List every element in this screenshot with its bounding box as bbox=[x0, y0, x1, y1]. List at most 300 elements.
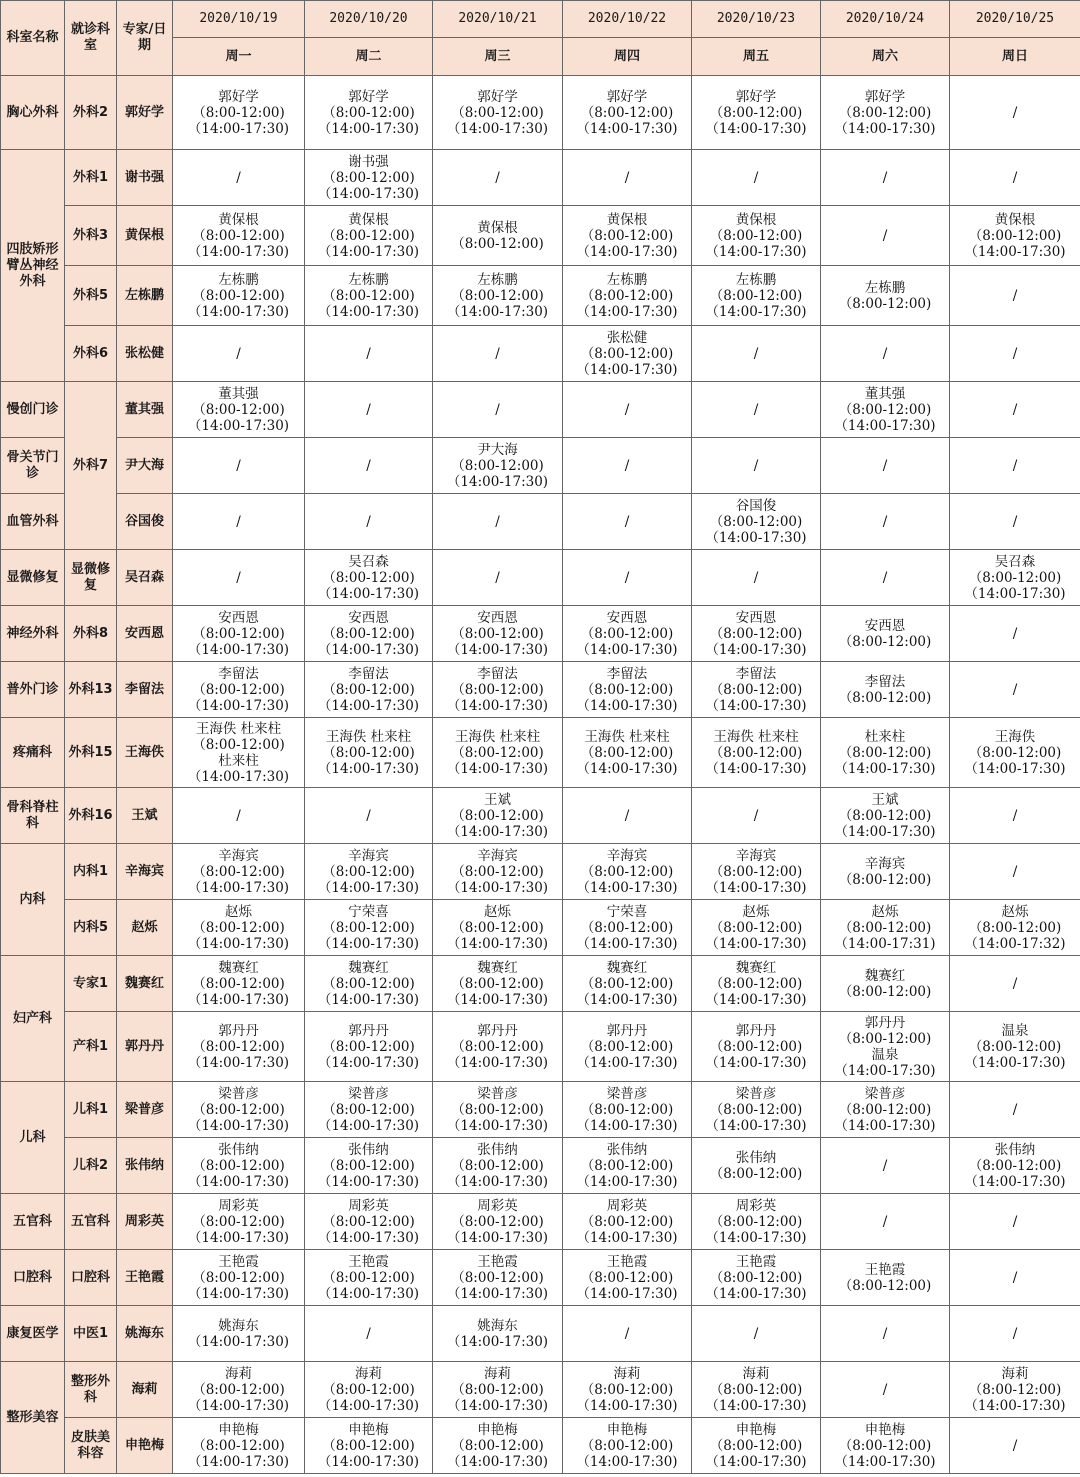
schedule-line: 王斌 bbox=[484, 791, 511, 808]
date-header: 2020/10/20 bbox=[305, 1, 433, 38]
schedule-line: 王海佚 杜来柱 bbox=[584, 728, 670, 745]
weekday-header: 周四 bbox=[563, 38, 692, 76]
schedule-line: （14:00-17:30) bbox=[576, 120, 678, 137]
schedule-line: （14:00-17:30) bbox=[187, 1117, 290, 1134]
schedule-line: （14:00-17:30) bbox=[834, 1062, 936, 1079]
schedule-cell bbox=[821, 718, 950, 788]
clinic-cell: 中医1 bbox=[65, 1306, 117, 1362]
dept-cell: 显微修复 bbox=[1, 550, 65, 606]
schedule-line: （8:00-12:00) bbox=[451, 863, 544, 880]
schedule-line: （8:00-12:00) bbox=[838, 1101, 932, 1118]
schedule-line: （14:00-17:30) bbox=[834, 120, 936, 137]
schedule-line: （14:00-17:30) bbox=[705, 935, 807, 952]
schedule-line: （8:00-12:00) bbox=[709, 1269, 803, 1286]
schedule-line: 姚海东 bbox=[218, 1317, 259, 1334]
schedule-line: / bbox=[624, 513, 630, 530]
schedule-cell bbox=[692, 1362, 821, 1418]
schedule-line: （8:00-12:00) bbox=[968, 1381, 1062, 1398]
schedule-line: （14:00-17:30) bbox=[187, 1229, 290, 1246]
schedule-line: 赵烁 bbox=[871, 903, 899, 920]
schedule-cell bbox=[433, 1138, 563, 1194]
weekday-header: 周三 bbox=[433, 38, 563, 76]
schedule-line: （8:00-12:00) bbox=[322, 919, 415, 936]
schedule-line: （8:00-12:00) bbox=[709, 625, 803, 642]
schedule-line: （8:00-12:00) bbox=[968, 569, 1062, 586]
schedule-cell bbox=[821, 1306, 950, 1362]
schedule-line: （14:00-17:30) bbox=[705, 1453, 807, 1470]
schedule-line: 郭好学 bbox=[864, 88, 906, 105]
schedule-cell bbox=[563, 1418, 692, 1474]
doctor-cell: 郭丹丹 bbox=[117, 1012, 173, 1082]
schedule-cell bbox=[692, 1306, 821, 1362]
schedule-line: （14:00-17:30) bbox=[187, 1173, 290, 1190]
table-row bbox=[1, 900, 1080, 956]
schedule-line: （8:00-12:00) bbox=[580, 681, 674, 698]
schedule-cell bbox=[821, 662, 950, 718]
schedule-cell bbox=[173, 900, 305, 956]
clinic-cell: 外科8 bbox=[65, 606, 117, 662]
schedule-line: 王海佚 杜来柱 bbox=[713, 728, 799, 745]
schedule-line: （8:00-12:00) bbox=[322, 1213, 415, 1230]
schedule-cell bbox=[821, 900, 950, 956]
schedule-line: 李留法 bbox=[735, 665, 777, 682]
schedule-line: （14:00-17:30) bbox=[705, 243, 807, 260]
doctor-cell: 安西恩 bbox=[117, 606, 173, 662]
dept-cell: 胸心外科 bbox=[1, 76, 65, 150]
date-header: 2020/10/22 bbox=[563, 1, 692, 38]
schedule-line: （8:00-12:00) bbox=[192, 919, 285, 936]
schedule-cell bbox=[433, 266, 563, 326]
schedule-cell bbox=[821, 150, 950, 206]
schedule-line: / bbox=[1012, 457, 1018, 474]
schedule-cell bbox=[305, 1082, 433, 1138]
schedule-cell bbox=[563, 1194, 692, 1250]
schedule-line: 杜来柱 bbox=[218, 752, 259, 769]
schedule-cell bbox=[433, 662, 563, 718]
schedule-line: （8:00-12:00) bbox=[451, 1381, 544, 1398]
schedule-line: （8:00-12:00) bbox=[968, 1038, 1062, 1055]
schedule-line: （8:00-12:00) bbox=[451, 625, 544, 642]
schedule-line: （8:00-12:00) bbox=[580, 227, 674, 244]
schedule-line: / bbox=[495, 169, 500, 186]
schedule-line: 左栋鹏 bbox=[864, 279, 906, 296]
schedule-line: / bbox=[236, 513, 241, 530]
table-row bbox=[1, 1250, 1080, 1306]
schedule-line: / bbox=[1012, 625, 1018, 642]
schedule-line: （8:00-12:00) bbox=[838, 919, 932, 936]
schedule-line: （14:00-17:30) bbox=[705, 991, 807, 1008]
schedule-cell bbox=[950, 1418, 1080, 1474]
schedule-line: / bbox=[624, 401, 630, 418]
schedule-line: 申艳梅 bbox=[606, 1421, 648, 1438]
schedule-line: 姚海东 bbox=[477, 1317, 518, 1334]
schedule-line: （8:00-12:00) bbox=[451, 1157, 544, 1174]
schedule-line: （8:00-12:00) bbox=[192, 1101, 285, 1118]
schedule-cell bbox=[563, 382, 692, 438]
schedule-line: / bbox=[366, 401, 371, 418]
dept-cell: 整形美容 bbox=[1, 1362, 65, 1474]
schedule-line: / bbox=[1012, 513, 1018, 530]
schedule-line: 黄保根 bbox=[477, 219, 518, 236]
schedule-line: （8:00-12:00) bbox=[322, 1437, 415, 1454]
schedule-line: （8:00-12:00) bbox=[838, 295, 932, 312]
schedule-line: （14:00-17:31) bbox=[834, 935, 936, 952]
schedule-line: （8:00-12:00) bbox=[451, 457, 544, 474]
schedule-line: / bbox=[753, 457, 759, 474]
table-row bbox=[1, 550, 1080, 606]
clinic-cell: 外科15 bbox=[65, 718, 117, 788]
schedule-line: （14:00-17:30) bbox=[187, 1333, 290, 1350]
schedule-line: （8:00-12:00) bbox=[322, 625, 415, 642]
schedule-line: （14:00-17:30) bbox=[576, 1117, 678, 1134]
schedule-line: （8:00-12:00) bbox=[580, 975, 674, 992]
schedule-line: / bbox=[1012, 807, 1018, 824]
schedule-line: （8:00-12:00) bbox=[580, 919, 674, 936]
schedule-cell bbox=[305, 662, 433, 718]
schedule-cell bbox=[821, 1012, 950, 1082]
schedule-cell bbox=[173, 956, 305, 1012]
schedule-line: 王海佚 杜来柱 bbox=[454, 728, 541, 745]
schedule-line: （8:00-12:00) bbox=[192, 975, 285, 992]
schedule-line: （14:00-17:30) bbox=[705, 303, 807, 320]
schedule-line: （14:00-17:30) bbox=[576, 303, 678, 320]
schedule-line: （8:00-12:00) bbox=[580, 863, 674, 880]
schedule-line: （14:00-17:30) bbox=[187, 120, 290, 137]
schedule-line: （14:00-17:30) bbox=[446, 991, 549, 1008]
schedule-line: （14:00-17:30) bbox=[964, 1054, 1066, 1071]
date-header: 2020/10/19 bbox=[173, 1, 305, 38]
schedule-line: （14:00-17:30) bbox=[317, 991, 420, 1008]
schedule-line: 辛海宾 bbox=[735, 847, 777, 864]
doctor-cell: 董其强 bbox=[117, 382, 173, 438]
schedule-line: 王斌 bbox=[871, 791, 899, 808]
doctor-cell: 周彩英 bbox=[117, 1194, 173, 1250]
schedule-line: （8:00-12:00) bbox=[838, 983, 932, 1000]
schedule-line: （14:00-17:30) bbox=[187, 1054, 290, 1071]
schedule-cell bbox=[950, 1082, 1080, 1138]
schedule-line: 董其强 bbox=[864, 385, 906, 402]
schedule-line: （8:00-12:00) bbox=[322, 1157, 415, 1174]
schedule-line: （8:00-12:00) bbox=[322, 287, 415, 304]
schedule-cell bbox=[305, 382, 433, 438]
schedule-line: （8:00-12:00) bbox=[838, 1030, 932, 1047]
schedule-line: （8:00-12:00) bbox=[451, 1437, 544, 1454]
schedule-line: （14:00-17:30) bbox=[187, 641, 290, 658]
table-row bbox=[1, 1306, 1080, 1362]
schedule-line: / bbox=[236, 569, 241, 586]
schedule-line: （14:00-17:30) bbox=[705, 1054, 807, 1071]
schedule-cell bbox=[950, 1012, 1080, 1082]
schedule-line: 左栋鹏 bbox=[477, 271, 518, 288]
schedule-line: （8:00-12:00) bbox=[709, 919, 803, 936]
schedule-line: （14:00-17:30) bbox=[446, 1229, 549, 1246]
schedule-line: / bbox=[1012, 104, 1018, 121]
schedule-line: 王艳霞 bbox=[477, 1253, 518, 1270]
doctor-cell: 谢书强 bbox=[117, 150, 173, 206]
schedule-cell bbox=[950, 1250, 1080, 1306]
schedule-line: 黄保根 bbox=[348, 211, 389, 228]
schedule-line: （8:00-12:00) bbox=[709, 104, 803, 121]
schedule-line: 郭好学 bbox=[348, 88, 389, 105]
schedule-line: （14:00-17:30) bbox=[576, 641, 678, 658]
schedule-cell bbox=[173, 1012, 305, 1082]
schedule-line: / bbox=[753, 569, 759, 586]
schedule-line: 梁普彦 bbox=[477, 1085, 518, 1102]
schedule-line: （8:00-12:00) bbox=[709, 227, 803, 244]
schedule-line: （8:00-12:00) bbox=[838, 807, 932, 824]
schedule-line: （8:00-12:00) bbox=[192, 401, 285, 418]
schedule-cell bbox=[950, 1306, 1080, 1362]
schedule-cell bbox=[433, 382, 563, 438]
schedule-line: / bbox=[882, 513, 888, 530]
schedule-cell bbox=[821, 326, 950, 382]
schedule-line: 申艳梅 bbox=[477, 1421, 518, 1438]
schedule-cell bbox=[950, 718, 1080, 788]
weekday-header: 周六 bbox=[821, 38, 950, 76]
schedule-cell bbox=[433, 206, 563, 266]
schedule-line: （14:00-17:30) bbox=[446, 641, 549, 658]
schedule-cell bbox=[173, 206, 305, 266]
schedule-line: 魏赛红 bbox=[864, 967, 906, 984]
schedule-line: （14:00-17:30) bbox=[576, 361, 678, 378]
table-row bbox=[1, 1194, 1080, 1250]
schedule-cell bbox=[563, 494, 692, 550]
schedule-line: （14:00-17:30) bbox=[576, 1229, 678, 1246]
schedule-line: （14:00-17:30) bbox=[187, 991, 290, 1008]
schedule-line: 郭好学 bbox=[606, 88, 648, 105]
dept-cell: 骨关节门诊 bbox=[1, 438, 65, 494]
schedule-line: / bbox=[366, 457, 371, 474]
schedule-cell bbox=[821, 1250, 950, 1306]
weekday-header: 周日 bbox=[950, 38, 1080, 76]
schedule-cell bbox=[821, 1082, 950, 1138]
schedule-line: / bbox=[753, 401, 759, 418]
schedule-line: （8:00-12:00) bbox=[709, 975, 803, 992]
schedule-line: 李留法 bbox=[864, 673, 906, 690]
schedule-line: / bbox=[753, 169, 759, 186]
schedule-line: （8:00-12:00) bbox=[838, 1437, 932, 1454]
schedule-cell bbox=[821, 266, 950, 326]
schedule-line: 辛海宾 bbox=[606, 847, 648, 864]
schedule-line: （14:00-17:30) bbox=[446, 935, 549, 952]
table-row bbox=[1, 1082, 1080, 1138]
schedule-cell bbox=[950, 956, 1080, 1012]
schedule-line: （8:00-12:00) bbox=[580, 625, 674, 642]
table-row bbox=[1, 662, 1080, 718]
schedule-line: / bbox=[624, 807, 630, 824]
schedule-line: （8:00-12:00) bbox=[580, 1213, 674, 1230]
schedule-line: / bbox=[1012, 401, 1018, 418]
schedule-line: 安西恩 bbox=[735, 609, 777, 626]
schedule-line: 王海佚 杜来柱 bbox=[195, 720, 282, 737]
schedule-line: （14:00-17:30) bbox=[187, 243, 290, 260]
schedule-cell bbox=[433, 788, 563, 844]
schedule-line: （14:00-17:30) bbox=[705, 1229, 807, 1246]
schedule-cell bbox=[173, 494, 305, 550]
schedule-line: （8:00-12:00) bbox=[451, 975, 544, 992]
dept-cell: 康复医学 bbox=[1, 1306, 65, 1362]
dept-cell: 儿科 bbox=[1, 1082, 65, 1194]
schedule-line: （14:00-17:30) bbox=[576, 1054, 678, 1071]
schedule-line: （14:00-17:30) bbox=[317, 1397, 420, 1414]
doctor-cell: 申艳梅 bbox=[117, 1418, 173, 1474]
schedule-line: 王艳霞 bbox=[735, 1253, 777, 1270]
clinic-cell: 外科1 bbox=[65, 150, 117, 206]
schedule-cell bbox=[821, 206, 950, 266]
schedule-line: 安西恩 bbox=[348, 609, 389, 626]
doctor-cell: 张松健 bbox=[117, 326, 173, 382]
schedule-line: / bbox=[1012, 1437, 1018, 1454]
dept-cell: 血管外科 bbox=[1, 494, 65, 550]
schedule-line: （14:00-17:30) bbox=[446, 1333, 549, 1350]
schedule-line: 左栋鹏 bbox=[348, 271, 389, 288]
schedule-line: （14:00-17:30) bbox=[576, 991, 678, 1008]
schedule-cell bbox=[563, 266, 692, 326]
schedule-line: （8:00-12:00) bbox=[580, 345, 674, 362]
schedule-cell bbox=[821, 382, 950, 438]
schedule-cell bbox=[173, 1138, 305, 1194]
schedule-line: 黄保根 bbox=[218, 211, 259, 228]
schedule-cell bbox=[821, 606, 950, 662]
schedule-cell bbox=[692, 1012, 821, 1082]
schedule-line: （14:00-17:30) bbox=[317, 185, 420, 202]
schedule-cell bbox=[563, 788, 692, 844]
schedule-line: / bbox=[1012, 287, 1018, 304]
table-row bbox=[1, 150, 1080, 206]
schedule-line: 郭好学 bbox=[218, 88, 259, 105]
schedule-cell bbox=[692, 606, 821, 662]
schedule-cell bbox=[950, 1138, 1080, 1194]
schedule-line: 赵烁 bbox=[1001, 903, 1029, 920]
schedule-line: 宁荣喜 bbox=[348, 903, 389, 920]
schedule-line: / bbox=[236, 807, 241, 824]
schedule-line: 杜来柱 bbox=[864, 728, 906, 745]
schedule-cell bbox=[433, 1362, 563, 1418]
schedule-line: （8:00-12:00) bbox=[580, 1381, 674, 1398]
schedule-line: （8:00-12:00) bbox=[192, 104, 285, 121]
schedule-line: 左栋鹏 bbox=[735, 271, 777, 288]
schedule-line: / bbox=[882, 1213, 888, 1230]
schedule-line: （8:00-12:00) bbox=[580, 1437, 674, 1454]
schedule-line: 周彩英 bbox=[606, 1197, 648, 1214]
schedule-cell bbox=[563, 1250, 692, 1306]
schedule-line: （8:00-12:00) bbox=[838, 104, 932, 121]
schedule-line: 魏赛红 bbox=[477, 959, 518, 976]
schedule-cell bbox=[692, 206, 821, 266]
schedule-cell bbox=[305, 206, 433, 266]
schedule-cell bbox=[305, 150, 433, 206]
schedule-line: 郭丹丹 bbox=[606, 1022, 648, 1039]
dept-cell: 内科 bbox=[1, 844, 65, 956]
schedule-line: / bbox=[624, 169, 630, 186]
weekday-header: 周二 bbox=[305, 38, 433, 76]
schedule-line: （14:00-17:30) bbox=[317, 1054, 420, 1071]
schedule-line: （14:00-17:30) bbox=[705, 697, 807, 714]
schedule-cell bbox=[305, 494, 433, 550]
schedule-cell bbox=[433, 76, 563, 150]
schedule-line: 郭丹丹 bbox=[864, 1014, 906, 1031]
schedule-line: 温泉 bbox=[1001, 1022, 1029, 1039]
schedule-line: （14:00-17:30) bbox=[576, 1453, 678, 1470]
schedule-line: 梁普彦 bbox=[606, 1085, 648, 1102]
schedule-line: （8:00-12:00) bbox=[192, 1157, 285, 1174]
schedule-cell bbox=[305, 266, 433, 326]
schedule-cell bbox=[950, 494, 1080, 550]
schedule-line: （14:00-17:30) bbox=[964, 760, 1066, 777]
dept-name-header: 科室名称 bbox=[1, 1, 65, 76]
schedule-cell bbox=[692, 266, 821, 326]
schedule-cell bbox=[692, 718, 821, 788]
schedule-line: （14:00-17:30) bbox=[317, 1229, 420, 1246]
schedule-line: （8:00-12:00) bbox=[709, 744, 803, 761]
schedule-cell bbox=[563, 606, 692, 662]
schedule-line: （14:00-17:30) bbox=[446, 1117, 549, 1134]
schedule-line: （8:00-12:00) bbox=[322, 569, 415, 586]
schedule-cell bbox=[173, 438, 305, 494]
schedule-line: （8:00-12:00) bbox=[451, 287, 544, 304]
table-row bbox=[1, 788, 1080, 844]
schedule-line: （8:00-12:00) bbox=[838, 744, 932, 761]
schedule-cell bbox=[305, 606, 433, 662]
schedule-cell bbox=[563, 900, 692, 956]
schedule-line: 郭丹丹 bbox=[735, 1022, 777, 1039]
schedule-line: （8:00-12:00) bbox=[192, 863, 285, 880]
schedule-line: 王艳霞 bbox=[348, 1253, 389, 1270]
schedule-line: （14:00-17:30) bbox=[317, 1173, 420, 1190]
clinic-cell: 外科7 bbox=[65, 382, 117, 550]
schedule-cell bbox=[950, 1194, 1080, 1250]
schedule-line: 梁普彦 bbox=[864, 1085, 906, 1102]
schedule-cell bbox=[173, 1362, 305, 1418]
schedule-line: 温泉 bbox=[871, 1046, 899, 1063]
doctor-cell: 李留法 bbox=[117, 662, 173, 718]
doctor-cell: 尹大海 bbox=[117, 438, 173, 494]
clinic-cell: 显微修复 bbox=[65, 550, 117, 606]
schedule-line: 海莉 bbox=[355, 1365, 382, 1382]
schedule-line: / bbox=[236, 169, 241, 186]
schedule-line: （14:00-17:30) bbox=[964, 1173, 1066, 1190]
schedule-cell bbox=[563, 76, 692, 150]
schedule-cell bbox=[433, 150, 563, 206]
clinic-cell: 专家1 bbox=[65, 956, 117, 1012]
schedule-cell bbox=[821, 844, 950, 900]
schedule-line: （8:00-12:00) bbox=[322, 863, 415, 880]
schedule-line: （14:00-17:30) bbox=[834, 760, 936, 777]
schedule-line: 尹大海 bbox=[477, 441, 518, 458]
schedule-line: （14:00-17:30) bbox=[187, 935, 290, 952]
schedule-line: （8:00-12:00) bbox=[838, 401, 932, 418]
schedule-cell bbox=[563, 844, 692, 900]
schedule-cell bbox=[950, 382, 1080, 438]
clinic-cell: 外科5 bbox=[65, 266, 117, 326]
schedule-line: 安西恩 bbox=[864, 617, 906, 634]
schedule-cell bbox=[305, 1418, 433, 1474]
schedule-line: （8:00-12:00) bbox=[580, 1157, 674, 1174]
schedule-line: （14:00-17:30) bbox=[317, 1117, 420, 1134]
schedule-line: / bbox=[366, 1325, 371, 1342]
schedule-line: （14:00-17:30) bbox=[576, 1285, 678, 1302]
schedule-cell bbox=[563, 662, 692, 718]
schedule-line: （8:00-12:00) bbox=[968, 227, 1062, 244]
schedule-cell bbox=[173, 326, 305, 382]
schedule-line: / bbox=[236, 457, 241, 474]
schedule-line: 海莉 bbox=[613, 1365, 641, 1382]
schedule-line: （8:00-12:00) bbox=[968, 919, 1062, 936]
schedule-cell bbox=[305, 844, 433, 900]
schedule-cell bbox=[692, 662, 821, 718]
schedule-line: （8:00-12:00) bbox=[709, 1038, 803, 1055]
doctor-cell: 姚海东 bbox=[117, 1306, 173, 1362]
